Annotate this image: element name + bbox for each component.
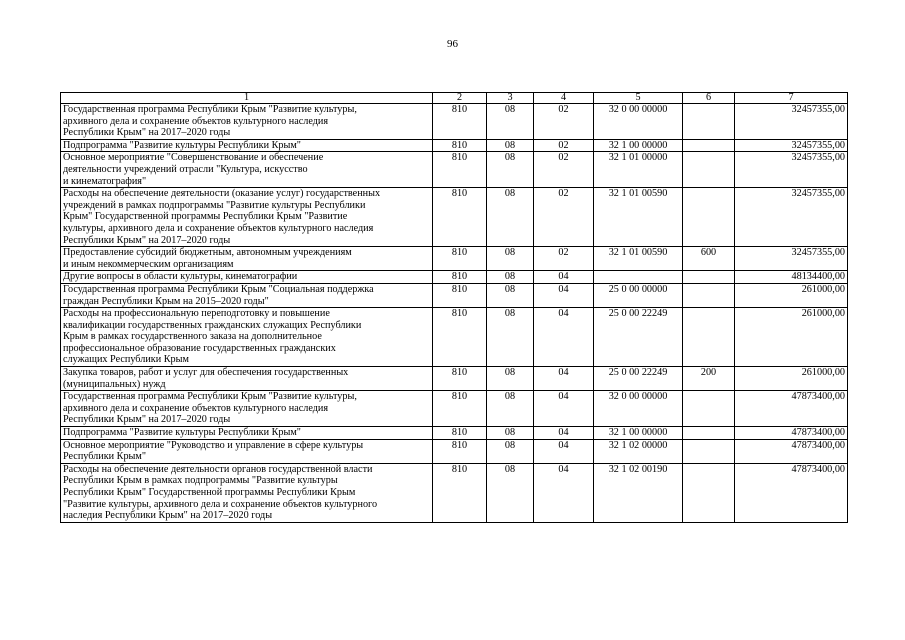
ministry-code: 810 (433, 439, 487, 463)
budget-table (60, 92, 848, 523)
target-article-code: 25 0 00 00000 (594, 283, 683, 307)
column-header: 5 (594, 93, 683, 104)
ministry-code: 810 (433, 104, 487, 140)
expense-type-code (683, 188, 735, 247)
amount: 48134400,00 (735, 271, 848, 284)
row-name: Государственная программа Республики Крым "Развитие культуры, архивного дела и сохранение объектов культурного наследия Республики Крым" на 2017–2020 годы (61, 391, 433, 427)
section-code: 08 (487, 427, 534, 440)
target-article-code: 32 1 01 00590 (594, 188, 683, 247)
subsection-code: 04 (534, 427, 594, 440)
header-row (61, 93, 848, 104)
ministry-code: 810 (433, 139, 487, 152)
ministry-code: 810 (433, 283, 487, 307)
amount: 47873400,00 (735, 391, 848, 427)
ministry-code: 810 (433, 391, 487, 427)
column-header: 6 (683, 93, 735, 104)
expense-type-code (683, 271, 735, 284)
column-header: 1 (61, 93, 433, 104)
target-article-code: 25 0 00 22249 (594, 367, 683, 391)
row-name: Государственная программа Республики Крым "Развитие культуры, архивного дела и сохранение объектов культурного наследия Республики Крым" на 2017–2020 годы (61, 104, 433, 140)
subsection-code: 04 (534, 271, 594, 284)
target-article-code: 32 0 00 00000 (594, 104, 683, 140)
expense-type-code (683, 139, 735, 152)
ministry-code: 810 (433, 271, 487, 284)
expense-type-code (683, 308, 735, 367)
subsection-code: 02 (534, 152, 594, 188)
section-code: 08 (487, 391, 534, 427)
amount: 261000,00 (735, 367, 848, 391)
row-name: Закупка товаров, работ и услуг для обеспечения государственных (муниципальных) нужд (61, 367, 433, 391)
table-row (61, 152, 848, 188)
column-header: 7 (735, 93, 848, 104)
ministry-code: 810 (433, 152, 487, 188)
section-code: 08 (487, 439, 534, 463)
amount: 47873400,00 (735, 427, 848, 440)
row-name: Подпрограмма "Развитие культуры Республики Крым" (61, 139, 433, 152)
ministry-code: 810 (433, 188, 487, 247)
row-name: Государственная программа Республики Крым "Социальная поддержка граждан Республики Крым на 2015–2020 годы" (61, 283, 433, 307)
expense-type-code (683, 104, 735, 140)
subsection-code: 04 (534, 439, 594, 463)
subsection-code: 02 (534, 188, 594, 247)
table-row (61, 391, 848, 427)
amount: 32457355,00 (735, 152, 848, 188)
table-row (61, 283, 848, 307)
target-article-code (594, 271, 683, 284)
ministry-code: 810 (433, 463, 487, 522)
target-article-code: 32 1 00 00000 (594, 139, 683, 152)
row-name: Основное мероприятие "Руководство и управление в сфере культуры Республики Крым" (61, 439, 433, 463)
amount: 32457355,00 (735, 247, 848, 271)
table-row (61, 308, 848, 367)
table-row (61, 367, 848, 391)
table-row (61, 188, 848, 247)
target-article-code: 32 1 01 00590 (594, 247, 683, 271)
table-row (61, 104, 848, 140)
subsection-code: 04 (534, 463, 594, 522)
expense-type-code: 200 (683, 367, 735, 391)
ministry-code: 810 (433, 308, 487, 367)
subsection-code: 04 (534, 283, 594, 307)
target-article-code: 32 1 00 00000 (594, 427, 683, 440)
row-name: Другие вопросы в области культуры, кинематографии (61, 271, 433, 284)
section-code: 08 (487, 308, 534, 367)
column-header: 3 (487, 93, 534, 104)
row-name: Расходы на обеспечение деятельности органов государственной власти Республики Крым в рамках подпрограммы "Развитие культуры Республики Крым" Государственной программы Республики Крым "Развитие культуры, архивного дела и сохранение объектов культурного наследия Республики Крым" на 2017–2020 годы (61, 463, 433, 522)
amount: 261000,00 (735, 308, 848, 367)
amount: 47873400,00 (735, 463, 848, 522)
row-name: Подпрограмма "Развитие культуры Республики Крым" (61, 427, 433, 440)
expense-type-code (683, 427, 735, 440)
section-code: 08 (487, 367, 534, 391)
subsection-code: 04 (534, 308, 594, 367)
section-code: 08 (487, 139, 534, 152)
amount: 32457355,00 (735, 104, 848, 140)
subsection-code: 04 (534, 391, 594, 427)
ministry-code: 810 (433, 247, 487, 271)
row-name: Расходы на обеспечение деятельности (оказание услуг) государственных учреждений в рамках подпрограммы "Развитие культуры Республики Крым" Государственной программы Республики Крым "Развитие культуры, архивного дела и сохранение объектов культурного наследия Республики Крым" на 2017–2020 годы (61, 188, 433, 247)
row-name: Расходы на профессиональную переподготовку и повышение квалификации государственных гражданских служащих Республики Крым в рамках государственного заказа на дополнительное профессиональное образование государственных гражданских служащих Республики Крым (61, 308, 433, 367)
expense-type-code (683, 152, 735, 188)
expense-type-code (683, 463, 735, 522)
ministry-code: 810 (433, 427, 487, 440)
subsection-code: 02 (534, 104, 594, 140)
expense-type-code: 600 (683, 247, 735, 271)
expense-type-code (683, 391, 735, 427)
table-row (61, 427, 848, 440)
target-article-code: 32 1 01 00000 (594, 152, 683, 188)
section-code: 08 (487, 463, 534, 522)
page-number: 96 (447, 38, 458, 50)
subsection-code: 02 (534, 247, 594, 271)
amount: 32457355,00 (735, 139, 848, 152)
table-row (61, 139, 848, 152)
section-code: 08 (487, 283, 534, 307)
target-article-code: 32 0 00 00000 (594, 391, 683, 427)
amount: 261000,00 (735, 283, 848, 307)
expense-type-code (683, 283, 735, 307)
column-header: 2 (433, 93, 487, 104)
table-row (61, 271, 848, 284)
amount: 32457355,00 (735, 188, 848, 247)
row-name: Предоставление субсидий бюджетным, автономным учреждениям и иным некоммерческим организациям (61, 247, 433, 271)
table-row (61, 439, 848, 463)
row-name: Основное мероприятие "Совершенствование и обеспечение деятельности учреждений отрасли "Культура, искусство и кинематография" (61, 152, 433, 188)
target-article-code: 32 1 02 00190 (594, 463, 683, 522)
expense-type-code (683, 439, 735, 463)
section-code: 08 (487, 152, 534, 188)
target-article-code: 32 1 02 00000 (594, 439, 683, 463)
table-row (61, 463, 848, 522)
section-code: 08 (487, 271, 534, 284)
section-code: 08 (487, 247, 534, 271)
column-header: 4 (534, 93, 594, 104)
target-article-code: 25 0 00 22249 (594, 308, 683, 367)
table-row (61, 247, 848, 271)
amount: 47873400,00 (735, 439, 848, 463)
section-code: 08 (487, 188, 534, 247)
ministry-code: 810 (433, 367, 487, 391)
subsection-code: 02 (534, 139, 594, 152)
subsection-code: 04 (534, 367, 594, 391)
section-code: 08 (487, 104, 534, 140)
